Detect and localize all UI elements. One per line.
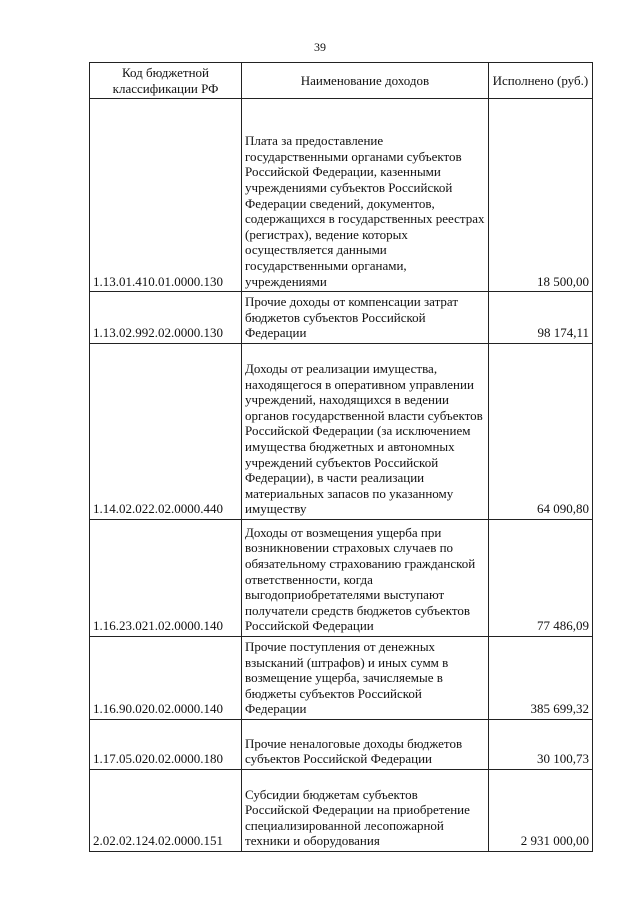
table-header-row xyxy=(90,63,593,99)
row-amount: 18 500,00 xyxy=(488,99,592,292)
table-row xyxy=(90,719,593,769)
row-code: 1.17.05.020.02.0000.180 xyxy=(90,719,242,769)
header-name: Наименование доходов xyxy=(242,63,489,99)
row-code: 1.13.01.410.01.0000.130 xyxy=(90,99,242,292)
row-amount: 64 090,80 xyxy=(488,343,592,519)
row-name: Доходы от реализации имущества, находящегося в оперативном управлении учреждений, находящихся в ведении органов государственной власти субъектов Российской Федерации (за исключением имущества бюджетных и автономных учреждений субъектов Российской Федерации), в части реализации материальных запасов по указанному имуществу xyxy=(242,343,489,519)
table-row xyxy=(90,99,593,292)
row-code: 1.16.90.020.02.0000.140 xyxy=(90,636,242,719)
header-amount: Исполнено (руб.) xyxy=(488,63,592,99)
row-amount: 2 931 000,00 xyxy=(488,769,592,851)
row-code: 2.02.02.124.02.0000.151 xyxy=(90,769,242,851)
revenue-table xyxy=(89,62,593,852)
row-name: Прочие поступления от денежных взысканий (штрафов) и иных сумм в возмещение ущерба, зачисляемые в бюджеты субъектов Российской Федерации xyxy=(242,636,489,719)
header-code: Код бюджетной классификации РФ xyxy=(90,63,242,99)
row-amount: 385 699,32 xyxy=(488,636,592,719)
row-code: 1.16.23.021.02.0000.140 xyxy=(90,519,242,636)
row-code: 1.14.02.022.02.0000.440 xyxy=(90,343,242,519)
table-row xyxy=(90,519,593,636)
table-row xyxy=(90,292,593,344)
row-name: Прочие неналоговые доходы бюджетов субъектов Российской Федерации xyxy=(242,719,489,769)
table-row xyxy=(90,343,593,519)
row-amount: 30 100,73 xyxy=(488,719,592,769)
row-name: Плата за предоставление государственными органами субъектов Российской Федерации, казенными учреждениями субъектов Российской Федерации сведений, документов, содержащихся в государственных реестрах (регистрах), ведение которых осуществляется данными государственными органами, учреждениями xyxy=(242,99,489,292)
table-row xyxy=(90,636,593,719)
row-name: Субсидии бюджетам субъектов Российской Федерации на приобретение специализированной лесопожарной техники и оборудования xyxy=(242,769,489,851)
row-amount: 77 486,09 xyxy=(488,519,592,636)
row-amount: 98 174,11 xyxy=(488,292,592,344)
page-number: 39 xyxy=(314,40,326,54)
row-name: Прочие доходы от компенсации затрат бюджетов субъектов Российской Федерации xyxy=(242,292,489,344)
row-name: Доходы от возмещения ущерба при возникновении страховых случаев по обязательному страхованию гражданской ответственности, когда выгодоприобретателями выступают получатели средств бюджетов субъектов Российской Федерации xyxy=(242,519,489,636)
row-code: 1.13.02.992.02.0000.130 xyxy=(90,292,242,344)
table-row xyxy=(90,769,593,851)
